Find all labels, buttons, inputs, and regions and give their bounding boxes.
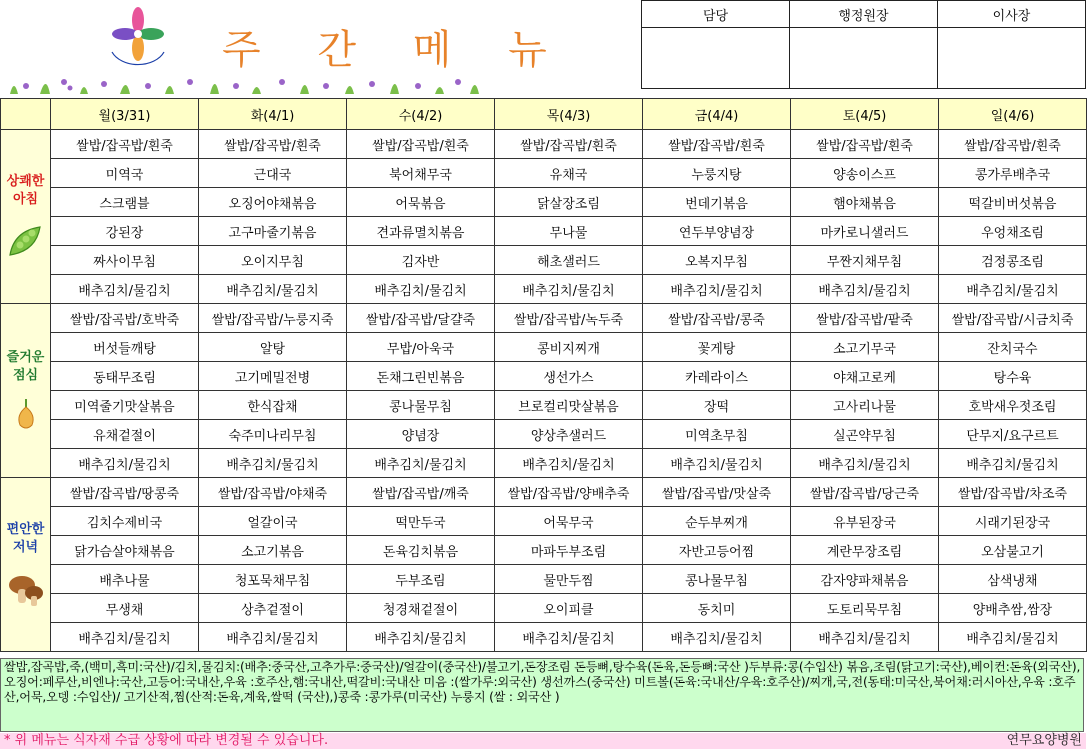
menu-row — [1, 420, 1087, 449]
menu-cell: 쌀밥/잡곡밥/양배추죽 — [495, 478, 643, 507]
meal-label-cell — [1, 478, 51, 652]
menu-cell: 도토리묵무침 — [791, 594, 939, 623]
menu-cell: 버섯들깨탕 — [51, 333, 199, 362]
menu-cell: 콩나물무침 — [643, 565, 791, 594]
meal-label-cell — [1, 130, 51, 304]
menu-cell: 오이지무침 — [199, 246, 347, 275]
day-header: 목(4/3) — [495, 99, 643, 130]
menu-cell: 쌀밥/잡곡밥/땅콩죽 — [51, 478, 199, 507]
menu-cell: 카레라이스 — [643, 362, 791, 391]
menu-row — [1, 478, 1087, 507]
menu-cell: 오삼불고기 — [939, 536, 1087, 565]
menu-cell: 오복지무침 — [643, 246, 791, 275]
menu-cell: 떡갈비버섯볶음 — [939, 188, 1087, 217]
menu-cell: 쌀밥/잡곡밥/콩죽 — [643, 304, 791, 333]
menu-cell: 고사리나물 — [791, 391, 939, 420]
meal-label-line2: 점심 — [12, 367, 39, 383]
header — [0, 0, 1089, 98]
menu-cell: 배추김치/물김치 — [51, 623, 199, 652]
change-notice: * 위 메뉴는 식자재 수급 상황에 따라 변경될 수 있습니다. — [4, 733, 329, 748]
weekly-menu-table — [0, 98, 1087, 652]
menu-cell: 감자양파채볶음 — [791, 565, 939, 594]
menu-cell: 배추김치/물김치 — [495, 275, 643, 304]
menu-cell: 야채고로케 — [791, 362, 939, 391]
menu-row — [1, 565, 1087, 594]
menu-cell: 한식잡채 — [199, 391, 347, 420]
menu-cell: 호박새우젓조림 — [939, 391, 1087, 420]
menu-cell: 해초샐러드 — [495, 246, 643, 275]
menu-row — [1, 449, 1087, 478]
menu-row — [1, 362, 1087, 391]
day-header: 금(4/4) — [643, 99, 791, 130]
menu-cell: 두부조림 — [347, 565, 495, 594]
menu-cell: 자반고등어찜 — [643, 536, 791, 565]
menu-cell: 장떡 — [643, 391, 791, 420]
menu-row — [1, 507, 1087, 536]
approval-label-chairman: 이사장 — [938, 1, 1086, 28]
menu-cell: 생선가스 — [495, 362, 643, 391]
menu-cell: 배추김치/물김치 — [199, 623, 347, 652]
menu-cell: 무생채 — [51, 594, 199, 623]
mushroom-icon — [1, 569, 50, 609]
menu-cell: 미역초무침 — [643, 420, 791, 449]
menu-cell: 청경채겉절이 — [347, 594, 495, 623]
menu-cell: 무밥/아욱국 — [347, 333, 495, 362]
menu-cell: 스크램블 — [51, 188, 199, 217]
menu-cell: 배추김치/물김치 — [347, 275, 495, 304]
menu-cell: 배추김치/물김치 — [199, 275, 347, 304]
menu-cell: 얼갈이국 — [199, 507, 347, 536]
menu-cell: 양념장 — [347, 420, 495, 449]
approval-label-manager: 담당 — [642, 1, 790, 28]
menu-cell: 쌀밥/잡곡밥/누룽지죽 — [199, 304, 347, 333]
menu-row — [1, 217, 1087, 246]
menu-row — [1, 275, 1087, 304]
menu-cell: 돈채그린빈볶음 — [347, 362, 495, 391]
menu-cell: 쌀밥/잡곡밥/차조죽 — [939, 478, 1087, 507]
menu-cell: 어묵볶음 — [347, 188, 495, 217]
menu-cell: 무짠지채무침 — [791, 246, 939, 275]
day-header-row — [1, 99, 1087, 130]
menu-cell: 견과류멸치볶음 — [347, 217, 495, 246]
menu-cell: 유채겉절이 — [51, 420, 199, 449]
menu-cell: 쌀밥/잡곡밥/팥죽 — [791, 304, 939, 333]
menu-cell: 미역줄기맛살볶음 — [51, 391, 199, 420]
menu-cell: 배추김치/물김치 — [51, 275, 199, 304]
meal-label-line2: 아침 — [12, 191, 39, 207]
day-header: 월(3/31) — [51, 99, 199, 130]
menu-cell: 마카로니샐러드 — [791, 217, 939, 246]
menu-cell: 북어채무국 — [347, 159, 495, 188]
menu-cell: 우엉채조림 — [939, 217, 1087, 246]
approval-sign-director — [790, 28, 938, 89]
menu-cell: 배추김치/물김치 — [495, 449, 643, 478]
menu-cell: 배추김치/물김치 — [939, 623, 1087, 652]
menu-cell: 쌀밥/잡곡밥/흰죽 — [643, 130, 791, 159]
onion-icon — [1, 397, 50, 433]
day-header: 화(4/1) — [199, 99, 347, 130]
hospital-name: 연무요양병원 — [1006, 733, 1082, 748]
menu-cell: 꽃게탕 — [643, 333, 791, 362]
menu-row — [1, 333, 1087, 362]
menu-cell: 물만두찜 — [495, 565, 643, 594]
menu-cell: 콩가루배추국 — [939, 159, 1087, 188]
menu-row — [1, 623, 1087, 652]
menu-cell: 김자반 — [347, 246, 495, 275]
meal-label-line1: 상쾌한 — [6, 173, 45, 189]
meal-label-line1: 즐거운 — [6, 349, 45, 365]
menu-cell: 쌀밥/잡곡밥/시금치죽 — [939, 304, 1087, 333]
menu-cell: 소고기무국 — [791, 333, 939, 362]
menu-cell: 오징어야채볶음 — [199, 188, 347, 217]
menu-cell: 짜사이무침 — [51, 246, 199, 275]
menu-row — [1, 159, 1087, 188]
menu-body — [1, 130, 1087, 652]
menu-cell: 배추김치/물김치 — [643, 623, 791, 652]
menu-cell: 배추김치/물김치 — [791, 275, 939, 304]
menu-cell: 계란무장조림 — [791, 536, 939, 565]
menu-cell: 청포묵채무침 — [199, 565, 347, 594]
menu-cell: 쌀밥/잡곡밥/흰죽 — [939, 130, 1087, 159]
menu-cell: 숙주미나리무침 — [199, 420, 347, 449]
day-header: 토(4/5) — [791, 99, 939, 130]
day-header: 수(4/2) — [347, 99, 495, 130]
menu-cell: 김치수제비국 — [51, 507, 199, 536]
menu-row — [1, 130, 1087, 159]
menu-cell: 소고기볶음 — [199, 536, 347, 565]
menu-cell: 쌀밥/잡곡밥/흰죽 — [51, 130, 199, 159]
menu-cell: 브로컬리맛살볶음 — [495, 391, 643, 420]
menu-cell: 배추김치/물김치 — [939, 449, 1087, 478]
menu-cell: 배추김치/물김치 — [51, 449, 199, 478]
menu-cell: 쌀밥/잡곡밥/야채죽 — [199, 478, 347, 507]
menu-cell: 배추김치/물김치 — [495, 623, 643, 652]
meal-label-cell — [1, 304, 51, 478]
menu-cell: 고기메밀전병 — [199, 362, 347, 391]
menu-cell: 쌀밥/잡곡밥/녹두죽 — [495, 304, 643, 333]
menu-cell: 마파두부조림 — [495, 536, 643, 565]
menu-cell: 양상추샐러드 — [495, 420, 643, 449]
menu-row — [1, 594, 1087, 623]
menu-cell: 탕수육 — [939, 362, 1087, 391]
menu-cell: 쌀밥/잡곡밥/당근죽 — [791, 478, 939, 507]
menu-cell: 강된장 — [51, 217, 199, 246]
menu-cell: 동태무조림 — [51, 362, 199, 391]
menu-cell: 배추김치/물김치 — [199, 449, 347, 478]
menu-row — [1, 536, 1087, 565]
day-header: 일(4/6) — [939, 99, 1087, 130]
menu-cell: 콩비지찌개 — [495, 333, 643, 362]
menu-cell: 무나물 — [495, 217, 643, 246]
meal-label-line2: 저녁 — [12, 539, 39, 555]
menu-cell: 상추겉절이 — [199, 594, 347, 623]
menu-cell: 연두부양념장 — [643, 217, 791, 246]
menu-cell: 쌀밥/잡곡밥/맛살죽 — [643, 478, 791, 507]
menu-cell: 햄야채볶음 — [791, 188, 939, 217]
menu-cell: 배추김치/물김치 — [643, 275, 791, 304]
menu-cell: 삼색냉채 — [939, 565, 1087, 594]
menu-cell: 유부된장국 — [791, 507, 939, 536]
menu-cell: 양배추쌈,쌈장 — [939, 594, 1087, 623]
menu-cell: 쌀밥/잡곡밥/깨죽 — [347, 478, 495, 507]
menu-cell: 어묵무국 — [495, 507, 643, 536]
menu-cell: 쌀밥/잡곡밥/호박죽 — [51, 304, 199, 333]
approval-sign-manager — [642, 28, 790, 89]
menu-cell: 콩나물무침 — [347, 391, 495, 420]
menu-cell: 순두부찌개 — [643, 507, 791, 536]
approval-sign-chairman — [938, 28, 1086, 89]
header-corner — [1, 99, 51, 130]
menu-cell: 닭가슴살야채볶음 — [51, 536, 199, 565]
menu-row — [1, 188, 1087, 217]
menu-cell: 시래기된장국 — [939, 507, 1087, 536]
menu-cell: 배추김치/물김치 — [347, 623, 495, 652]
menu-cell: 돈육김치볶음 — [347, 536, 495, 565]
menu-cell: 검정콩조림 — [939, 246, 1087, 275]
pea-pod-icon — [1, 221, 50, 261]
menu-cell: 배추김치/물김치 — [791, 623, 939, 652]
menu-cell: 동치미 — [643, 594, 791, 623]
meal-label-line1: 편안한 — [6, 521, 45, 537]
menu-cell: 오이피클 — [495, 594, 643, 623]
grass-decoration — [0, 68, 492, 96]
page-title: 주 간 메 뉴 — [222, 27, 569, 73]
footer — [0, 733, 1086, 749]
menu-cell: 쌀밥/잡곡밥/흰죽 — [199, 130, 347, 159]
menu-cell: 잔치국수 — [939, 333, 1087, 362]
menu-cell: 닭살장조림 — [495, 188, 643, 217]
origin-info: 쌀밥,잡곡밥,죽,(백미,흑미:국산)/김치,물김치:(배추:중국산,고추가루:중국산)/얼갈이(중국산)/불고기,돈장조림 돈등뼈,탕수육(돈육,돈등뼈:국산 )두부류:콩(수입산) 볶음,조림(닭고기:국산),베이컨:돈육(외국산),오징어:페루산,비엔나:국산,고등어:국내산,우육 :호주산,햄:국내산,떡갈비:국내산 미음 :(쌀가루:외국산) 생선까스(중국산) 미트볼(돈육:국내산/우육:호주산)/찌개,국,전(동태:미국산,북어채:러시아산,우육 :호주산,어묵,오뎅 :수입산)/ 고기산적,찜(산적:돈육,계육,쌀떡 (국산),)콩죽 :콩가루(미국산) 누룽지 (쌀 : 외국산 ) — [0, 658, 1084, 732]
menu-cell: 쌀밥/잡곡밥/흰죽 — [495, 130, 643, 159]
menu-cell: 떡만두국 — [347, 507, 495, 536]
approval-label-director: 행정원장 — [790, 1, 938, 28]
menu-cell: 번데기볶음 — [643, 188, 791, 217]
menu-cell: 배추나물 — [51, 565, 199, 594]
menu-cell: 쌀밥/잡곡밥/달걀죽 — [347, 304, 495, 333]
menu-cell: 실곤약무침 — [791, 420, 939, 449]
menu-row — [1, 246, 1087, 275]
menu-row — [1, 304, 1087, 333]
menu-cell: 고구마줄기볶음 — [199, 217, 347, 246]
hospital-logo — [104, 4, 172, 74]
approval-table — [641, 0, 1086, 89]
menu-cell: 단무지/요구르트 — [939, 420, 1087, 449]
menu-cell: 누룽지탕 — [643, 159, 791, 188]
menu-cell: 배추김치/물김치 — [939, 275, 1087, 304]
menu-row — [1, 391, 1087, 420]
menu-cell: 양송이스프 — [791, 159, 939, 188]
menu-cell: 배추김치/물김치 — [643, 449, 791, 478]
menu-cell: 배추김치/물김치 — [791, 449, 939, 478]
menu-cell: 알탕 — [199, 333, 347, 362]
menu-cell: 근대국 — [199, 159, 347, 188]
menu-cell: 미역국 — [51, 159, 199, 188]
menu-cell: 쌀밥/잡곡밥/흰죽 — [347, 130, 495, 159]
menu-cell: 배추김치/물김치 — [347, 449, 495, 478]
menu-cell: 쌀밥/잡곡밥/흰죽 — [791, 130, 939, 159]
menu-cell: 유채국 — [495, 159, 643, 188]
